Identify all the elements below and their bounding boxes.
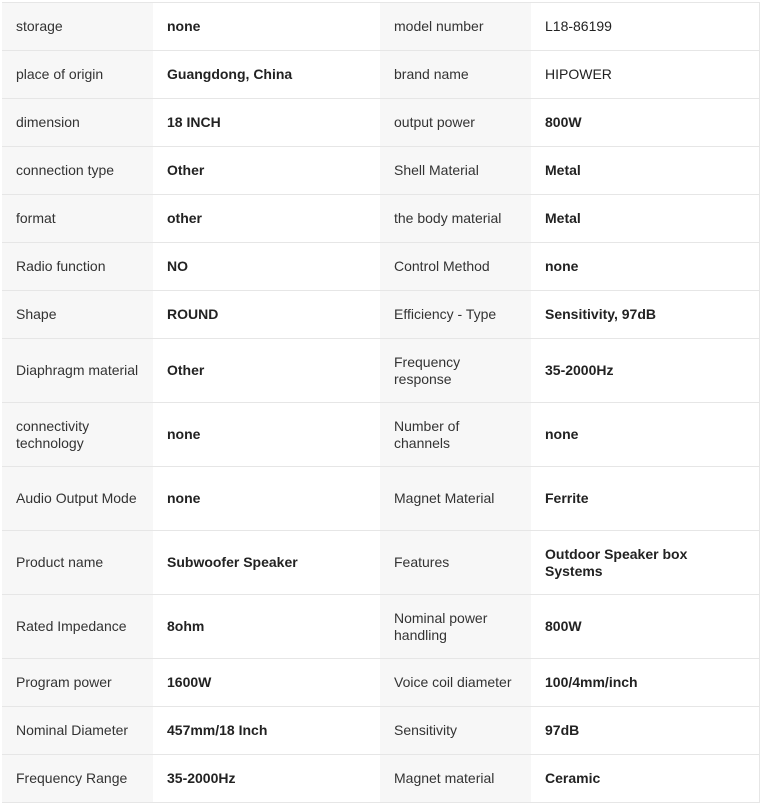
spec-label: model number: [380, 3, 531, 51]
spec-value: 35-2000Hz: [531, 339, 759, 403]
spec-label: Radio function: [2, 243, 153, 291]
spec-value: 800W: [531, 99, 759, 147]
spec-value: Metal: [531, 195, 759, 243]
spec-value: Sensitivity, 97dB: [531, 291, 759, 339]
table-row: [2, 595, 759, 659]
spec-label: Frequency response: [380, 339, 531, 403]
table-row: [2, 195, 759, 243]
spec-value: Metal: [531, 147, 759, 195]
spec-value: 100/4mm/inch: [531, 659, 759, 707]
spec-label: Nominal power handling: [380, 595, 531, 659]
spec-value: NO: [153, 243, 380, 291]
spec-value: L18-86199: [531, 3, 759, 51]
spec-label: Shell Material: [380, 147, 531, 195]
spec-value: Other: [153, 147, 380, 195]
table-row: [2, 51, 759, 99]
spec-value: none: [153, 3, 380, 51]
table-row: [2, 659, 759, 707]
spec-value: Guangdong, China: [153, 51, 380, 99]
spec-label: the body material: [380, 195, 531, 243]
table-row: [2, 291, 759, 339]
spec-label: Features: [380, 531, 531, 595]
table-row: [2, 403, 759, 467]
spec-value: 8ohm: [153, 595, 380, 659]
spec-value: none: [153, 467, 380, 531]
spec-value: other: [153, 195, 380, 243]
spec-label: Number of channels: [380, 403, 531, 467]
spec-label: storage: [2, 3, 153, 51]
table-row: [2, 99, 759, 147]
spec-table: [2, 2, 760, 803]
spec-value: none: [531, 403, 759, 467]
spec-label: Sensitivity: [380, 707, 531, 755]
spec-label: Product name: [2, 531, 153, 595]
spec-label: Voice coil diameter: [380, 659, 531, 707]
spec-value: none: [531, 243, 759, 291]
spec-value: 35-2000Hz: [153, 755, 380, 803]
spec-label: Efficiency - Type: [380, 291, 531, 339]
spec-value: 1600W: [153, 659, 380, 707]
spec-value: Other: [153, 339, 380, 403]
table-row: [2, 243, 759, 291]
table-row: [2, 755, 759, 803]
spec-label: dimension: [2, 99, 153, 147]
spec-value: ROUND: [153, 291, 380, 339]
spec-label: Diaphragm material: [2, 339, 153, 403]
spec-value: 457mm/18 Inch: [153, 707, 380, 755]
spec-label: Audio Output Mode: [2, 467, 153, 531]
spec-label: Magnet material: [380, 755, 531, 803]
table-row: [2, 531, 759, 595]
spec-value: 97dB: [531, 707, 759, 755]
spec-label: Control Method: [380, 243, 531, 291]
table-row: [2, 467, 759, 531]
table-row: [2, 339, 759, 403]
spec-label: Magnet Material: [380, 467, 531, 531]
spec-value: Outdoor Speaker box Systems: [531, 531, 759, 595]
spec-label: Nominal Diameter: [2, 707, 153, 755]
spec-label: Program power: [2, 659, 153, 707]
spec-value: 18 INCH: [153, 99, 380, 147]
spec-label: Rated Impedance: [2, 595, 153, 659]
spec-value: none: [153, 403, 380, 467]
spec-label: connection type: [2, 147, 153, 195]
table-row: [2, 3, 759, 51]
spec-value: Ferrite: [531, 467, 759, 531]
spec-label: Shape: [2, 291, 153, 339]
spec-label: format: [2, 195, 153, 243]
spec-label: output power: [380, 99, 531, 147]
spec-value: Subwoofer Speaker: [153, 531, 380, 595]
spec-label: connectivity technology: [2, 403, 153, 467]
spec-value: Ceramic: [531, 755, 759, 803]
spec-value: HIPOWER: [531, 51, 759, 99]
spec-label: Frequency Range: [2, 755, 153, 803]
spec-value: 800W: [531, 595, 759, 659]
table-row: [2, 147, 759, 195]
table-row: [2, 707, 759, 755]
spec-label: place of origin: [2, 51, 153, 99]
spec-label: brand name: [380, 51, 531, 99]
